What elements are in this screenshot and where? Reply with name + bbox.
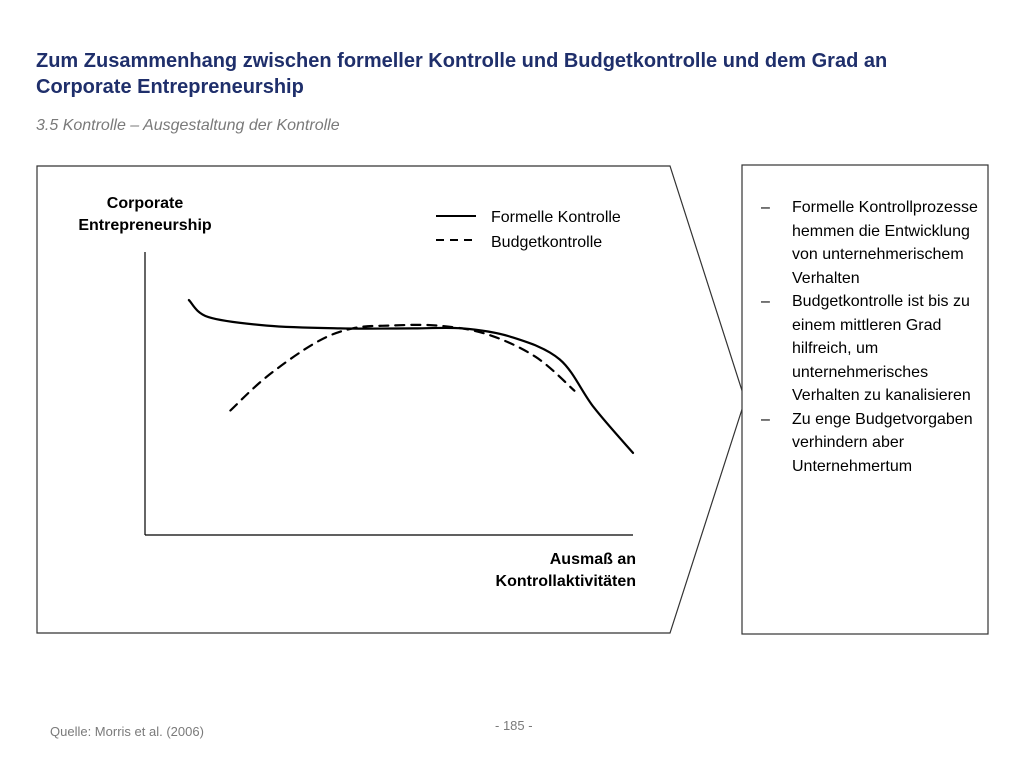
source-citation: Quelle: Morris et al. (2006)	[50, 724, 204, 739]
conclusion-item	[755, 408, 980, 479]
x-axis-label-line1: Ausmaß an	[549, 551, 636, 568]
conclusion-list	[755, 196, 980, 478]
conclusion-text: Budgetkontrolle ist bis zu einem mittleren Grad hilfreich, um unternehmerisches Verhalten zu kanalisieren	[792, 293, 971, 404]
conclusion-text: Formelle Kontrollprozesse hemmen die Entwicklung von unternehmerischem Verhalten	[792, 199, 978, 287]
conclusion-item	[755, 290, 980, 408]
page-number: - 185 -	[495, 718, 533, 733]
slide-subtitle: 3.5 Kontrolle – Ausgestaltung der Kontrolle	[36, 117, 340, 134]
x-axis-label	[410, 549, 636, 593]
legend-label-formelle: Formelle Kontrolle	[491, 209, 621, 226]
x-axis-label-line2: Kontrollaktivitäten	[495, 573, 636, 590]
conclusion-item	[755, 196, 980, 290]
conclusion-text: Zu enge Budgetvorgaben verhindern aber Unternehmertum	[792, 410, 973, 475]
bullet-dash: –	[761, 293, 770, 310]
bullet-dash: –	[761, 410, 770, 428]
legend-label-budget: Budgetkontrolle	[491, 234, 603, 251]
y-axis-label-line2: Entrepreneurship	[78, 217, 212, 234]
bullet-dash: –	[761, 199, 770, 216]
y-axis-label	[40, 193, 250, 237]
y-axis-label-line1: Corporate	[106, 195, 184, 212]
slide-title: Zum Zusammenhang zwischen formeller Kontrolle und Budgetkontrolle und dem Grad an Corporate Entrepreneurship	[36, 50, 888, 98]
